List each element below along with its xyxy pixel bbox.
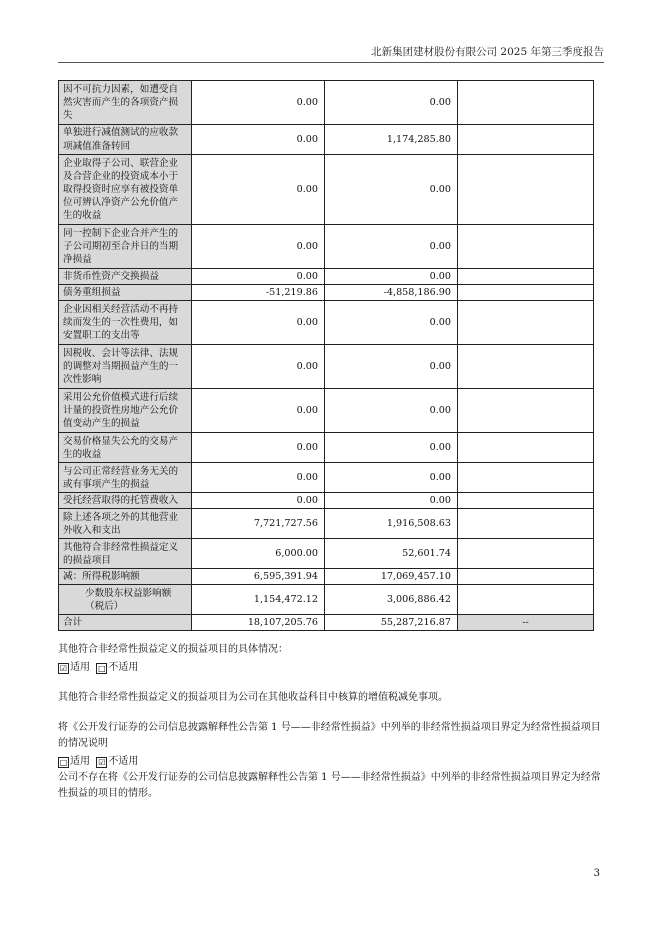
- year-to-date-value: 1,174,285.80: [325, 125, 458, 155]
- year-to-date-value: 0.00: [325, 155, 458, 225]
- year-to-date-value: 0.00: [325, 493, 458, 509]
- section2-applicability: [58, 754, 603, 770]
- not-applicable-label: 不适用: [108, 756, 139, 767]
- year-to-date-value: 0.00: [325, 301, 458, 345]
- row-label: 企业取得子公司、联营企业及合营企业的投资成本小于取得投资时应享有被投资单位可辨认净资产公允价值产生的收益: [59, 155, 192, 225]
- year-to-date-value: 55,287,216.87: [325, 615, 458, 631]
- year-to-date-value: 52,601.74: [325, 539, 458, 569]
- year-to-date-value: 0.00: [325, 389, 458, 433]
- row-label: 非货币性资产交换损益: [59, 269, 192, 285]
- note-cell: [458, 433, 594, 463]
- checkbox-empty-icon: □: [98, 664, 106, 673]
- table-row: [59, 285, 594, 301]
- table-row: [59, 493, 594, 509]
- year-to-date-value: 0.00: [325, 269, 458, 285]
- current-period-value: 0.00: [192, 389, 325, 433]
- note-cell: [458, 389, 594, 433]
- table-row: [59, 433, 594, 463]
- current-period-value: 0.00: [192, 225, 325, 269]
- current-period-value: 18,107,205.76: [192, 615, 325, 631]
- checkbox-checked-icon: ☑: [98, 758, 106, 767]
- note-cell: [458, 493, 594, 509]
- row-label: 与公司正常经营业务无关的或有事项产生的损益: [59, 463, 192, 493]
- section1-applicability: [58, 660, 603, 676]
- row-label: 合计: [59, 615, 192, 631]
- row-label: 单独进行减值测试的应收款项减值准备转回: [59, 125, 192, 155]
- row-label: 受托经营取得的托管费收入: [59, 493, 192, 509]
- table-row: [59, 125, 594, 155]
- year-to-date-value: 0.00: [325, 345, 458, 389]
- note-cell: [458, 155, 594, 225]
- note-cell: [458, 509, 594, 539]
- not-applicable-label: 不适用: [108, 662, 139, 673]
- non-recurring-gains-table: [58, 80, 594, 631]
- table-row: [59, 389, 594, 433]
- note-cell: [458, 285, 594, 301]
- note-cell: --: [458, 615, 594, 631]
- current-period-value: -51,219.86: [192, 285, 325, 301]
- current-period-value: 6,595,391.94: [192, 569, 325, 585]
- year-to-date-value: 17,069,457.10: [325, 569, 458, 585]
- checkbox-empty-icon: □: [59, 758, 68, 767]
- current-period-value: 0.00: [192, 433, 325, 463]
- current-period-value: 0.00: [192, 493, 325, 509]
- current-period-value: 1,154,472.12: [192, 585, 325, 615]
- row-label: 因不可抗力因素，如遭受自然灾害而产生的各项资产损失: [59, 81, 192, 125]
- note-cell: [458, 463, 594, 493]
- table-row: [59, 155, 594, 225]
- current-period-value: 6,000.00: [192, 539, 325, 569]
- note-cell: [458, 81, 594, 125]
- table-row: [59, 569, 594, 585]
- note-cell: [458, 301, 594, 345]
- year-to-date-value: 1,916,508.63: [325, 509, 458, 539]
- year-to-date-value: 0.00: [325, 225, 458, 269]
- current-period-value: 0.00: [192, 301, 325, 345]
- table-row: [59, 345, 594, 389]
- row-label: 因税收、会计等法律、法规的调整对当期损益产生的一次性影响: [59, 345, 192, 389]
- row-label: 其他符合非经常性损益定义的损益项目: [59, 539, 192, 569]
- current-period-value: 0.00: [192, 345, 325, 389]
- year-to-date-value: 0.00: [325, 433, 458, 463]
- applicable-label: 适用: [70, 662, 90, 673]
- note-cell: [458, 569, 594, 585]
- row-label: 减：所得税影响额: [59, 569, 192, 585]
- current-period-value: 0.00: [192, 269, 325, 285]
- report-header: 北新集团建材股份有限公司 2025 年第三季度报告: [58, 44, 604, 63]
- current-period-value: 0.00: [192, 81, 325, 125]
- row-label: 采用公允价值模式进行后续计量的投资性房地产公允价值变动产生的损益: [59, 389, 192, 433]
- page-number: 3: [593, 868, 600, 879]
- note-cell: [458, 269, 594, 285]
- note-cell: [458, 345, 594, 389]
- year-to-date-value: -4,858,186.90: [325, 285, 458, 301]
- row-label: 企业因相关经营活动不再持续而发生的一次性费用，如安置职工的支出等: [59, 301, 192, 345]
- table-row: [59, 225, 594, 269]
- section2-body: 公司不存在将《公开发行证券的公司信息披露解释性公告第 1 号——非经常性损益》中列举的非经常性损益项目界定为经常性损益的项目的情形。: [58, 772, 601, 799]
- table-row: [59, 585, 594, 615]
- table-row: [59, 81, 594, 125]
- note-cell: [458, 225, 594, 269]
- row-label: 少数股东权益影响额（税后）: [59, 585, 192, 615]
- year-to-date-value: 0.00: [325, 463, 458, 493]
- table-row: [59, 301, 594, 345]
- row-label: 交易价格显失公允的交易产生的收益: [59, 433, 192, 463]
- table-row: [59, 269, 594, 285]
- year-to-date-value: 0.00: [325, 81, 458, 125]
- row-label: 债务重组损益: [59, 285, 192, 301]
- table-row: [59, 463, 594, 493]
- section2-heading: 将《公开发行证券的公司信息披露解释性公告第 1 号——非经常性损益》中列举的非经常性损益项目界定为经常性损益项目的情况说明: [58, 722, 601, 749]
- row-label: 除上述各项之外的其他营业外收入和支出: [59, 509, 192, 539]
- checkbox-checked-icon: ☑: [59, 664, 68, 673]
- applicable-label: 适用: [70, 756, 90, 767]
- row-label: 同一控制下企业合并产生的子公司期初至合并日的当期净损益: [59, 225, 192, 269]
- current-period-value: 0.00: [192, 463, 325, 493]
- note-cell: [458, 585, 594, 615]
- current-period-value: 0.00: [192, 155, 325, 225]
- current-period-value: 7,721,727.56: [192, 509, 325, 539]
- table-row: [59, 539, 594, 569]
- current-period-value: 0.00: [192, 125, 325, 155]
- section1-heading: 其他符合非经常性损益定义的损益项目的具体情况：: [58, 644, 288, 655]
- section1-body: 其他符合非经常性损益定义的损益项目为公司在其他收益科目中核算的增值税减免事项。: [58, 692, 448, 703]
- note-cell: [458, 539, 594, 569]
- year-to-date-value: 3,006,886.42: [325, 585, 458, 615]
- table-row-total: [59, 615, 594, 631]
- note-cell: [458, 125, 594, 155]
- table-row: [59, 509, 594, 539]
